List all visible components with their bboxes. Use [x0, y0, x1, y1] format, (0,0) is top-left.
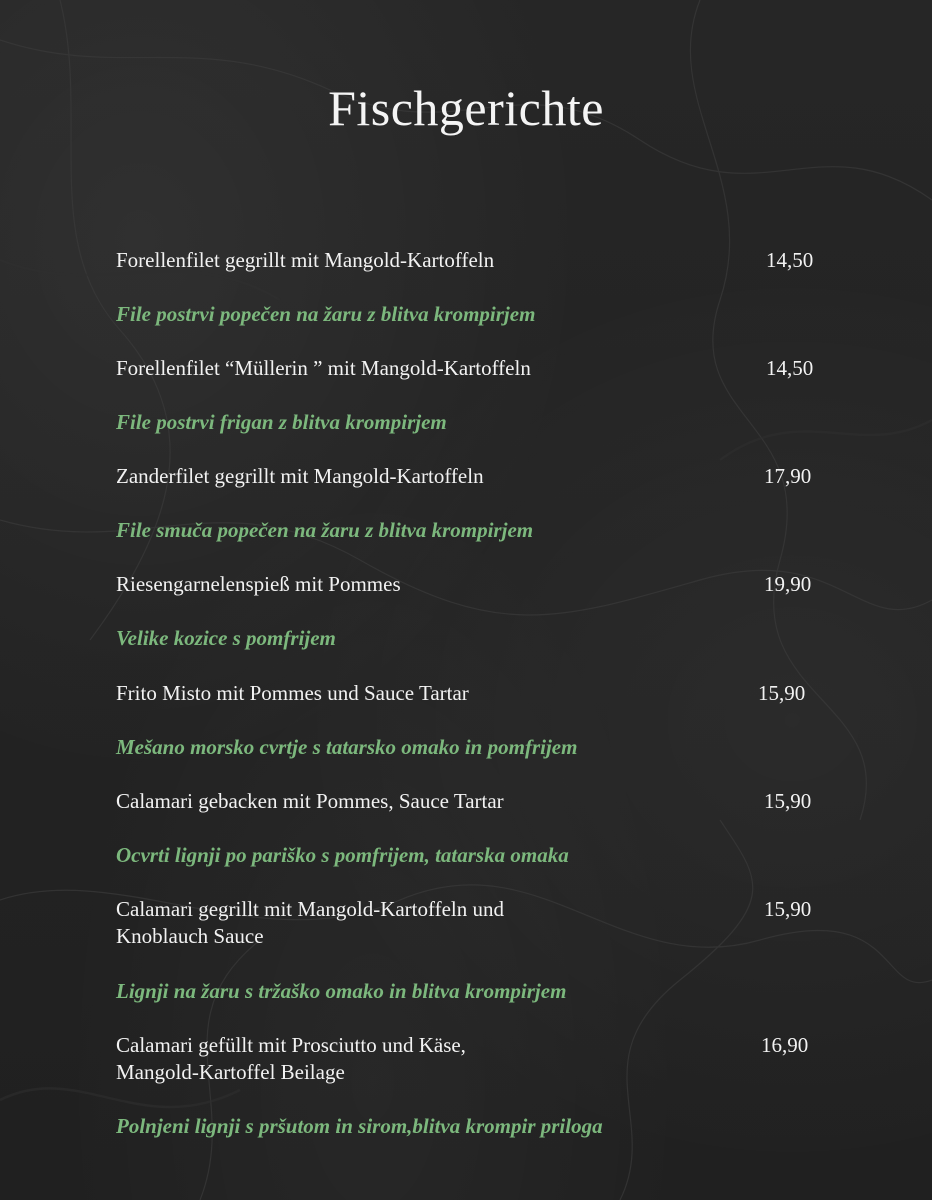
dish-price: 14,50	[766, 356, 814, 380]
dish-name-sl: File smuča popečen na žaru z blitva krompirjem	[116, 518, 534, 542]
dish-name-sl: Ocvrti lignji po pariško s pomfrijem, tatarska omaka	[116, 843, 569, 867]
dish-name-de: Zanderfilet gegrillt mit Mangold-Kartoffeln	[116, 464, 484, 488]
dish-name-sl: File postrvi frigan z blitva krompirjem	[116, 410, 447, 434]
dish-name-de: Calamari gefüllt mit Prosciutto und Käse, Mangold-Kartoffel Beilage	[116, 1033, 466, 1084]
dish-name-sl: File postrvi popečen na žaru z blitva krompirjem	[116, 302, 536, 326]
dish-name-de: Forellenfilet “Müllerin ” mit Mangold-Kartoffeln	[116, 356, 531, 380]
dish-name-de: Calamari gegrillt mit Mangold-Kartoffeln und Knoblauch Sauce	[116, 897, 505, 948]
dish-price: 15,90	[758, 681, 806, 705]
page-title: Fischgerichte	[328, 80, 604, 136]
dish-name-sl: Velike kozice s pomfrijem	[116, 626, 336, 650]
dish-price: 15,90	[764, 897, 812, 921]
dish-price: 15,90	[764, 789, 812, 813]
dish-name-de: Forellenfilet gegrillt mit Mangold-Kartoffeln	[116, 248, 495, 272]
dish-name-de: Frito Misto mit Pommes und Sauce Tartar	[116, 681, 469, 705]
dish-price: 14,50	[766, 248, 814, 272]
dish-price: 17,90	[764, 464, 812, 488]
dish-price: 16,90	[761, 1033, 809, 1057]
dish-name-de: Riesengarnelenspieß mit Pommes	[116, 572, 401, 596]
dish-name-sl: Polnjeni lignji s pršutom in sirom,blitva krompir priloga	[116, 1114, 603, 1138]
dish-name-sl: Lignji na žaru s tržaško omako in blitva krompirjem	[116, 979, 567, 1003]
dish-price: 19,90	[764, 572, 812, 596]
dish-name-sl: Mešano morsko cvrtje s tatarsko omako in pomfrijem	[116, 735, 578, 759]
dish-name-de: Calamari gebacken mit Pommes, Sauce Tartar	[116, 789, 504, 813]
